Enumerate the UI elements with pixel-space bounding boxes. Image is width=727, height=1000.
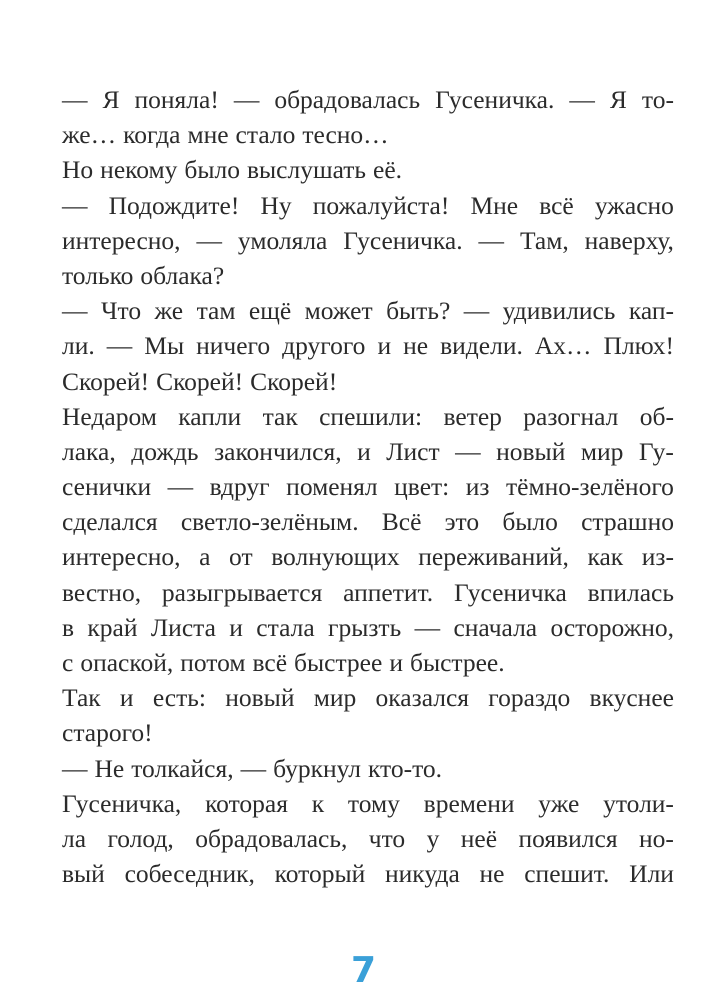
text-line: старого! bbox=[62, 718, 153, 748]
text-line: ли. — Мы ничего другого и не видели. Ах… Плюх! bbox=[62, 331, 674, 361]
text-line: Но некому было выслушать её. bbox=[62, 155, 403, 185]
text-line: ла голод, обрадовалась, что у неё появился но- bbox=[62, 823, 674, 853]
text-line: сенички — вдруг поменял цвет: из тёмно-зелёного bbox=[62, 472, 674, 502]
text-line: только облака? bbox=[62, 260, 225, 290]
text-line: сделался светло-зелёным. Всё это было страшно bbox=[62, 507, 674, 537]
text-line: Так и есть: новый мир оказался гораздо вкуснее bbox=[62, 683, 674, 713]
text-line: интересно, а от волнующих переживаний, как из- bbox=[62, 542, 674, 572]
text-line: Гусеничка, которая к тому времени уже утоли- bbox=[62, 788, 674, 818]
text-line: с опаской, потом всё быстрее и быстрее. bbox=[62, 648, 505, 677]
text-line: — Что же там ещё может быть? — удивились кап- bbox=[62, 296, 674, 326]
text-line: — Я поняла! — обрадовалась Гусеничка. — Я то- bbox=[62, 85, 674, 114]
text-line: Недаром капли так спешили: ветер разогнал об- bbox=[62, 401, 674, 431]
text-line: — Не толкайся, — буркнул кто-то. bbox=[62, 753, 443, 783]
text-line: лака, дождь закончился, и Лист — новый мир Гу- bbox=[62, 436, 674, 466]
text-line: Скорей! Скорей! Скорей! bbox=[62, 366, 338, 396]
story-text-body bbox=[62, 82, 674, 891]
text-line: интересно, — умоляла Гусеничка. — Там, наверху, bbox=[62, 225, 674, 255]
text-line: вый собеседник, который никуда не спешит. Или bbox=[62, 859, 674, 889]
text-line: вестно, разыгрывается аппетит. Гусеничка впилась bbox=[62, 577, 674, 607]
text-line: же… когда мне стало тесно… bbox=[62, 120, 389, 150]
page-number: 7 bbox=[350, 950, 377, 991]
text-line: — Подождите! Ну пожалуйста! Мне всё ужасно bbox=[62, 190, 674, 220]
text-line: в край Листа и стала грызть — сначала осторожно, bbox=[62, 612, 674, 642]
